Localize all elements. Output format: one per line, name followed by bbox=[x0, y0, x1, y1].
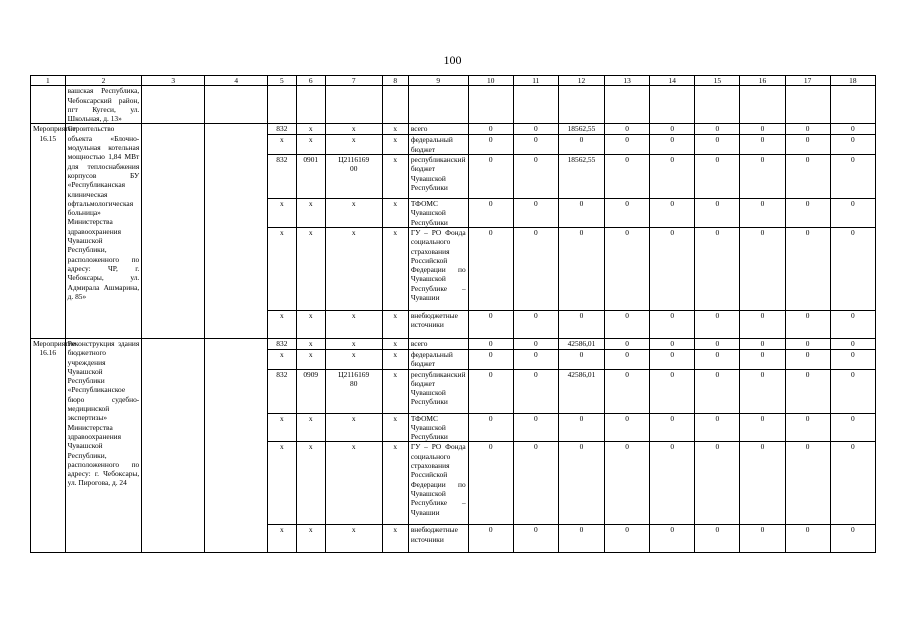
funding-source-cell: ГУ – РО Фонда социального страхования Российской Федерации по Чувашской Республике – Чувашии bbox=[408, 227, 468, 310]
value-cell: 0 bbox=[695, 199, 740, 228]
value-cell: 0 bbox=[605, 155, 650, 199]
value-cell: 0 bbox=[785, 338, 830, 349]
expense-type-cell: x bbox=[382, 349, 408, 369]
value-cell: 0 bbox=[468, 227, 513, 310]
grbs-cell: x bbox=[268, 199, 296, 228]
value-cell: 0 bbox=[830, 413, 875, 442]
section-cell: x bbox=[296, 135, 325, 155]
grbs-cell: 832 bbox=[268, 338, 296, 349]
value-cell: 0 bbox=[468, 413, 513, 442]
target-item-cell: Ц2116169 80 bbox=[325, 369, 382, 413]
value-cell: 0 bbox=[558, 199, 604, 228]
value-cell: 0 bbox=[650, 525, 695, 553]
column-header: 9 bbox=[408, 76, 468, 86]
expense-type-cell: x bbox=[382, 135, 408, 155]
funding-source-cell: федеральный бюджет bbox=[408, 135, 468, 155]
funding-source-cell: федеральный бюджет bbox=[408, 349, 468, 369]
value-cell: 0 bbox=[513, 525, 558, 553]
value-cell: 0 bbox=[695, 227, 740, 310]
value-cell: 0 bbox=[830, 310, 875, 338]
column-header: 1 bbox=[31, 76, 66, 86]
column-header: 2 bbox=[65, 76, 142, 86]
section-cell: x bbox=[296, 124, 325, 135]
grbs-cell: x bbox=[268, 135, 296, 155]
section-cell: 0909 bbox=[296, 369, 325, 413]
grbs-cell: x bbox=[268, 349, 296, 369]
value-cell: 0 bbox=[830, 369, 875, 413]
value-cell: 0 bbox=[830, 135, 875, 155]
target-item-cell: x bbox=[325, 124, 382, 135]
value-cell: 0 bbox=[830, 199, 875, 228]
value-cell: 0 bbox=[468, 369, 513, 413]
value-cell: 0 bbox=[605, 227, 650, 310]
funding-source-cell: внебюджетные источники bbox=[408, 310, 468, 338]
value-cell: 0 bbox=[513, 442, 558, 525]
value-cell: 0 bbox=[740, 442, 785, 525]
value-cell: 0 bbox=[830, 338, 875, 349]
value-cell: 0 bbox=[785, 124, 830, 135]
value-cell: 0 bbox=[513, 124, 558, 135]
value-cell: 0 bbox=[605, 525, 650, 553]
value-cell: 0 bbox=[513, 338, 558, 349]
value-cell: 18562,55 bbox=[558, 124, 604, 135]
value-cell: 0 bbox=[830, 124, 875, 135]
section-cell: x bbox=[296, 310, 325, 338]
value-cell: 42586,01 bbox=[558, 369, 604, 413]
continuation-description: вашская Республика, Чебоксарский район, пгт Кугеси, ул. Школьная, д. 13» bbox=[65, 86, 142, 124]
column-header: 8 bbox=[382, 76, 408, 86]
event-cell: Мероприятие 16.16 bbox=[31, 338, 66, 552]
value-cell: 0 bbox=[468, 135, 513, 155]
value-cell: 0 bbox=[513, 227, 558, 310]
value-cell: 0 bbox=[558, 349, 604, 369]
section-cell: x bbox=[296, 349, 325, 369]
value-cell: 0 bbox=[513, 369, 558, 413]
empty-cell bbox=[142, 124, 205, 338]
column-header: 18 bbox=[830, 76, 875, 86]
grbs-cell: 832 bbox=[268, 155, 296, 199]
program-table bbox=[30, 75, 876, 553]
funding-source-cell: всего bbox=[408, 338, 468, 349]
value-cell: 0 bbox=[695, 525, 740, 553]
value-cell: 0 bbox=[695, 338, 740, 349]
value-cell: 0 bbox=[513, 310, 558, 338]
value-cell: 0 bbox=[695, 124, 740, 135]
expense-type-cell: x bbox=[382, 310, 408, 338]
value-cell: 0 bbox=[558, 227, 604, 310]
value-cell: 0 bbox=[468, 349, 513, 369]
table-row bbox=[31, 124, 876, 135]
funding-source-cell: ТФОМС Чувашской Республики bbox=[408, 413, 468, 442]
value-cell: 0 bbox=[558, 525, 604, 553]
target-item-cell: x bbox=[325, 227, 382, 310]
value-cell: 0 bbox=[695, 135, 740, 155]
grbs-cell: x bbox=[268, 442, 296, 525]
value-cell: 0 bbox=[650, 369, 695, 413]
section-cell: x bbox=[296, 413, 325, 442]
value-cell: 0 bbox=[785, 442, 830, 525]
value-cell: 0 bbox=[650, 349, 695, 369]
empty-cell bbox=[205, 338, 268, 552]
value-cell: 0 bbox=[785, 525, 830, 553]
value-cell: 0 bbox=[605, 124, 650, 135]
grbs-cell: x bbox=[268, 525, 296, 553]
value-cell: 18562,55 bbox=[558, 155, 604, 199]
column-header: 12 bbox=[558, 76, 604, 86]
value-cell: 0 bbox=[650, 199, 695, 228]
section-cell: x bbox=[296, 227, 325, 310]
column-header: 17 bbox=[785, 76, 830, 86]
column-header: 15 bbox=[695, 76, 740, 86]
event-cell: Мероприятие 16.15 bbox=[31, 124, 66, 338]
grbs-cell: 832 bbox=[268, 369, 296, 413]
value-cell: 0 bbox=[558, 442, 604, 525]
value-cell: 0 bbox=[740, 124, 785, 135]
column-header: 6 bbox=[296, 76, 325, 86]
value-cell: 0 bbox=[740, 349, 785, 369]
value-cell: 0 bbox=[468, 310, 513, 338]
column-header: 16 bbox=[740, 76, 785, 86]
value-cell: 0 bbox=[650, 338, 695, 349]
value-cell: 0 bbox=[695, 442, 740, 525]
value-cell: 0 bbox=[558, 135, 604, 155]
value-cell: 0 bbox=[605, 442, 650, 525]
value-cell: 0 bbox=[468, 155, 513, 199]
value-cell: 0 bbox=[830, 442, 875, 525]
page-number: 100 bbox=[443, 53, 462, 67]
value-cell: 42586,01 bbox=[558, 338, 604, 349]
value-cell: 0 bbox=[695, 369, 740, 413]
value-cell: 0 bbox=[605, 413, 650, 442]
value-cell: 0 bbox=[695, 349, 740, 369]
value-cell: 0 bbox=[830, 155, 875, 199]
value-cell: 0 bbox=[468, 525, 513, 553]
value-cell: 0 bbox=[740, 155, 785, 199]
value-cell: 0 bbox=[558, 413, 604, 442]
value-cell: 0 bbox=[785, 227, 830, 310]
target-item-cell: x bbox=[325, 413, 382, 442]
target-item-cell: x bbox=[325, 338, 382, 349]
value-cell: 0 bbox=[605, 199, 650, 228]
value-cell: 0 bbox=[740, 525, 785, 553]
value-cell: 0 bbox=[650, 124, 695, 135]
description-cell: Реконструкция здания бюджетного учреждения Чувашской Республики «Республиканское бюро судебно-медицинской экспертизы» Министерства здравоохранения Чувашской Республики, расположенного по адресу: г. Чебоксары, ул. Пирогова, д. 24 bbox=[65, 338, 142, 552]
value-cell: 0 bbox=[468, 124, 513, 135]
value-cell: 0 bbox=[650, 135, 695, 155]
expense-type-cell: x bbox=[382, 442, 408, 525]
value-cell: 0 bbox=[468, 338, 513, 349]
expense-type-cell: x bbox=[382, 525, 408, 553]
column-header: 4 bbox=[205, 76, 268, 86]
value-cell: 0 bbox=[830, 525, 875, 553]
value-cell: 0 bbox=[785, 413, 830, 442]
column-header: 5 bbox=[268, 76, 296, 86]
value-cell: 0 bbox=[785, 310, 830, 338]
value-cell: 0 bbox=[785, 199, 830, 228]
expense-type-cell: x bbox=[382, 124, 408, 135]
target-item-cell: x bbox=[325, 199, 382, 228]
value-cell: 0 bbox=[513, 135, 558, 155]
grbs-cell: 832 bbox=[268, 124, 296, 135]
target-item-cell: x bbox=[325, 525, 382, 553]
table-header bbox=[31, 76, 876, 86]
expense-type-cell: x bbox=[382, 338, 408, 349]
value-cell: 0 bbox=[695, 413, 740, 442]
expense-type-cell: x bbox=[382, 369, 408, 413]
value-cell: 0 bbox=[740, 135, 785, 155]
funding-source-cell: внебюджетные источники bbox=[408, 525, 468, 553]
description-cell: Строительство объекта «Блочно-модульная котельная мощностью 1,84 МВт для теплоснабжения корпусов БУ «Республиканская клиническая офтальмологическая больница» Министерства здравоохранения Чувашской Республики, расположенного по адресу: ЧР, г. Чебоксары, ул. Адмирала Ашмарина, д. 85» bbox=[65, 124, 142, 338]
expense-type-cell: x bbox=[382, 227, 408, 310]
section-cell: x bbox=[296, 338, 325, 349]
value-cell: 0 bbox=[740, 413, 785, 442]
expense-type-cell: x bbox=[382, 155, 408, 199]
value-cell: 0 bbox=[695, 155, 740, 199]
value-cell: 0 bbox=[468, 442, 513, 525]
value-cell: 0 bbox=[650, 227, 695, 310]
section-cell: x bbox=[296, 525, 325, 553]
value-cell: 0 bbox=[740, 310, 785, 338]
value-cell: 0 bbox=[605, 135, 650, 155]
value-cell: 0 bbox=[513, 155, 558, 199]
column-header: 14 bbox=[650, 76, 695, 86]
column-header: 3 bbox=[142, 76, 205, 86]
value-cell: 0 bbox=[650, 413, 695, 442]
section-cell: x bbox=[296, 199, 325, 228]
expense-type-cell: x bbox=[382, 199, 408, 228]
value-cell: 0 bbox=[650, 155, 695, 199]
value-cell: 0 bbox=[740, 227, 785, 310]
value-cell: 0 bbox=[650, 310, 695, 338]
value-cell: 0 bbox=[513, 413, 558, 442]
value-cell: 0 bbox=[785, 369, 830, 413]
value-cell: 0 bbox=[513, 349, 558, 369]
value-cell: 0 bbox=[513, 199, 558, 228]
value-cell: 0 bbox=[830, 227, 875, 310]
funding-source-cell: республиканский бюджет Чувашской Республики bbox=[408, 155, 468, 199]
value-cell: 0 bbox=[605, 369, 650, 413]
continuation-row bbox=[31, 86, 876, 124]
value-cell: 0 bbox=[558, 310, 604, 338]
value-cell: 0 bbox=[785, 349, 830, 369]
funding-source-cell: республиканский бюджет Чувашской Республики bbox=[408, 369, 468, 413]
grbs-cell: x bbox=[268, 310, 296, 338]
table-row bbox=[31, 338, 876, 349]
empty-cell bbox=[205, 124, 268, 338]
funding-source-cell: ГУ – РО Фонда социального страхования Российской Федерации по Чувашской Республике – Чувашии bbox=[408, 442, 468, 525]
value-cell: 0 bbox=[605, 349, 650, 369]
value-cell: 0 bbox=[740, 369, 785, 413]
column-header: 7 bbox=[325, 76, 382, 86]
empty-cell bbox=[142, 338, 205, 552]
target-item-cell: x bbox=[325, 135, 382, 155]
value-cell: 0 bbox=[830, 349, 875, 369]
column-header: 13 bbox=[605, 76, 650, 86]
grbs-cell: x bbox=[268, 227, 296, 310]
value-cell: 0 bbox=[605, 338, 650, 349]
value-cell: 0 bbox=[695, 310, 740, 338]
value-cell: 0 bbox=[650, 442, 695, 525]
value-cell: 0 bbox=[740, 338, 785, 349]
grbs-cell: x bbox=[268, 413, 296, 442]
funding-source-cell: ТФОМС Чувашской Республики bbox=[408, 199, 468, 228]
target-item-cell: x bbox=[325, 349, 382, 369]
section-cell: x bbox=[296, 442, 325, 525]
section-cell: 0901 bbox=[296, 155, 325, 199]
table-body bbox=[31, 86, 876, 553]
column-header: 10 bbox=[468, 76, 513, 86]
value-cell: 0 bbox=[785, 135, 830, 155]
column-header: 11 bbox=[513, 76, 558, 86]
value-cell: 0 bbox=[785, 155, 830, 199]
target-item-cell: x bbox=[325, 310, 382, 338]
expense-type-cell: x bbox=[382, 413, 408, 442]
target-item-cell: x bbox=[325, 442, 382, 525]
value-cell: 0 bbox=[605, 310, 650, 338]
value-cell: 0 bbox=[468, 199, 513, 228]
value-cell: 0 bbox=[740, 199, 785, 228]
funding-source-cell: всего bbox=[408, 124, 468, 135]
target-item-cell: Ц2116169 00 bbox=[325, 155, 382, 199]
